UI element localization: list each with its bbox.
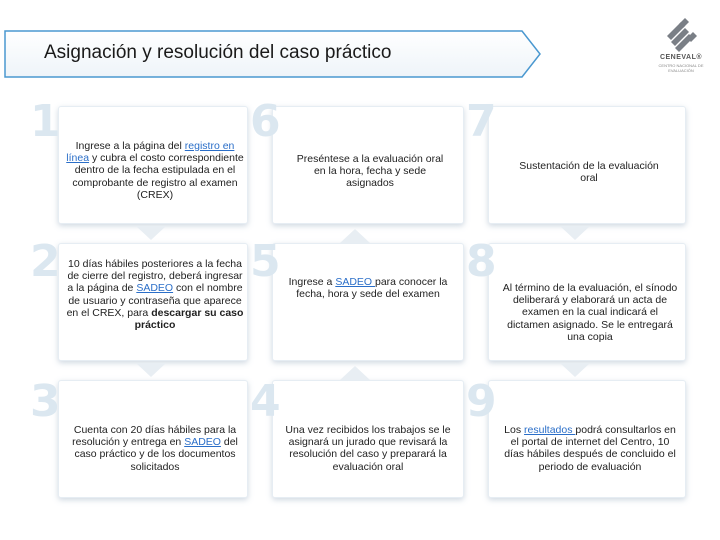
step-text-2: 10 días hábiles posteriores a la fecha de cierre del registro, deberá ingresar a la página de SADEO con el nombre de usuario y contraseña que aparece en el CREX, para descargar su caso práctico [66, 258, 244, 332]
step-text-3: Cuenta con 20 días hábiles para la resolución y entrega en SADEO del caso práctico y de los documentos solicitados [72, 424, 238, 473]
step-number-6: 6 [250, 96, 281, 147]
step-text-4: Una vez recibidos los trabajos se le asignará un jurado que revisará la resolución del caso y preparará la evaluación oral [285, 424, 451, 473]
arrow-down-icon [560, 226, 590, 240]
step-number-1: 1 [30, 96, 61, 147]
step-number-4: 4 [250, 376, 281, 427]
ceneval-logo [655, 14, 707, 78]
step-text-5: Ingrese a SADEO para conocer la fecha, hora y sede del examen [288, 276, 448, 301]
step-text-6: Preséntese a la evaluación oral en la hora, fecha y sede asignados [296, 153, 444, 190]
arrow-down-icon [136, 363, 166, 377]
sadeo-link[interactable]: SADEO [136, 282, 174, 295]
step-card-5 [272, 243, 464, 361]
step-number-3: 3 [30, 376, 61, 427]
registro-link[interactable]: registro en línea [66, 140, 235, 165]
step-number-9: 9 [466, 376, 497, 427]
arrow-up-icon [340, 229, 370, 243]
sadeo-link[interactable]: SADEO [335, 276, 375, 288]
title-banner [4, 30, 542, 78]
step-text-9: Los resultados podrá consultarlos en el portal de internet del Centro, 10 días hábiles después de concluido el periodo de evaluación [504, 424, 676, 473]
step-number-5: 5 [250, 236, 281, 287]
page-title: Asignación y resolución del caso práctico [44, 42, 392, 63]
step-number-7: 7 [466, 96, 497, 147]
sadeo-link[interactable]: SADEO [184, 436, 221, 449]
arrow-down-icon [560, 363, 590, 377]
arrow-up-icon [340, 366, 370, 380]
logo-wordmark: CENEVAL® [659, 54, 703, 61]
step-text-7: Sustentación de la evaluación oral [519, 160, 659, 185]
step-number-2: 2 [30, 236, 61, 287]
arrow-down-icon [136, 226, 166, 240]
step-text-8: Al término de la evaluación, el sínodo deliberará y elaborará un acta de examen en la cual indicará el dictamen asignado. Se le entregará una copia [502, 282, 678, 343]
step-number-8: 8 [466, 236, 497, 287]
logo-subtitle: CENTRO NACIONAL DE EVALUACIÓN [658, 63, 704, 73]
ceneval-stripes-icon [655, 14, 707, 54]
resultados-link[interactable]: resultados [524, 424, 576, 436]
step-text-1: Ingrese a la página del registro en línea y cubra el costo correspondiente dentro de la fecha estipulada en el comprobante de registro al examen (CREX) [66, 140, 244, 201]
